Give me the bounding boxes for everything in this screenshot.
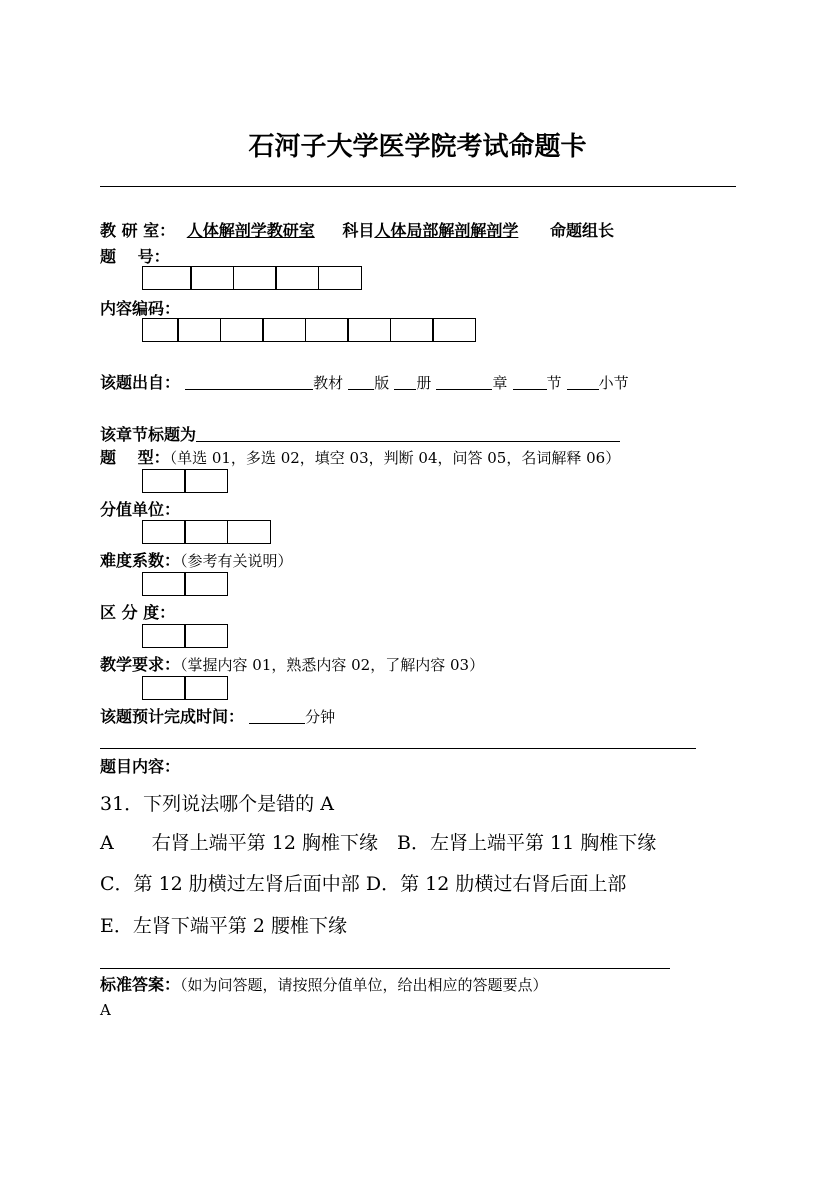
title-divider	[100, 186, 736, 187]
discrimination-label: 区 分 度：	[100, 603, 176, 622]
difficulty-label: 难度系数：	[100, 551, 181, 570]
content-code-label: 内容编码：	[100, 299, 181, 318]
option-line-cd: C．第 12 肋横过左肾后面中部 D．第 12 肋横过右肾后面上部	[100, 873, 627, 895]
chapter-title-blank[interactable]	[196, 425, 620, 442]
requirement-row	[100, 652, 484, 675]
edition-blank[interactable]	[348, 373, 374, 390]
content-code-boxes[interactable]	[143, 318, 476, 342]
chapter-blank[interactable]	[436, 373, 492, 390]
source-blank[interactable]	[185, 373, 313, 390]
question-no-label: 题 号：	[100, 247, 170, 266]
difficulty-row	[100, 548, 293, 571]
time-blank[interactable]	[249, 707, 305, 724]
score-unit-label: 分值单位：	[100, 500, 181, 519]
option-line-e: E．左肾下端平第 2 腰椎下缘	[100, 915, 348, 937]
source-label: 该题出自：	[100, 373, 181, 392]
chapter-title-label: 该章节标题为	[100, 425, 197, 444]
department-label: 教 研 室：	[100, 221, 176, 240]
time-label: 该题预计完成时间：	[100, 707, 245, 726]
subsection-blank[interactable]	[567, 373, 599, 390]
score-unit-boxes[interactable]	[143, 520, 271, 544]
chapter-title-row	[100, 422, 620, 445]
subject-label: 科目	[342, 221, 375, 240]
source-edition: 版	[374, 374, 390, 392]
option-line-ab: A 右肾上端平第 12 胸椎下缘 B．左肾上端平第 11 胸椎下缘	[100, 832, 657, 854]
requirement-label: 教学要求：	[100, 655, 181, 674]
difficulty-boxes[interactable]	[143, 572, 228, 596]
type-note: （单选 01，多选 02，填空 03，判断 04，问答 05，名词解释 06）	[169, 449, 621, 467]
leader-label: 命题组长	[549, 221, 614, 240]
discrimination-boxes[interactable]	[143, 624, 228, 648]
time-unit: 分钟	[305, 708, 336, 726]
difficulty-note: （参考有关说明）	[180, 552, 293, 570]
section-blank[interactable]	[513, 373, 547, 390]
content-label: 题目内容：	[100, 757, 181, 776]
source-subsection: 小节	[598, 374, 629, 392]
department-value: 人体解剖学教研室	[186, 221, 315, 240]
type-label: 题 型：	[100, 448, 170, 467]
question-stem: 31．下列说法哪个是错的 A	[100, 793, 334, 815]
subject-value: 人体局部解剖解剖学	[374, 221, 519, 240]
time-row	[100, 704, 335, 727]
source-volume: 册	[416, 374, 432, 392]
requirement-boxes[interactable]	[143, 676, 228, 700]
type-boxes[interactable]	[143, 469, 228, 493]
department-row	[100, 218, 614, 241]
source-book: 教材	[313, 374, 344, 392]
requirement-note: （掌握内容 01，熟悉内容 02，了解内容 03）	[180, 656, 485, 674]
page-title: 石河子大学医学院考试命题卡	[248, 132, 587, 162]
content-divider	[100, 748, 696, 749]
source-section: 节	[546, 374, 562, 392]
source-row	[100, 370, 629, 393]
type-row	[100, 445, 620, 468]
answer-divider	[100, 968, 670, 969]
answer-label: 标准答案：	[100, 975, 181, 994]
answer-row	[100, 972, 548, 995]
answer-value: A	[100, 1001, 111, 1019]
question-no-boxes[interactable]	[143, 266, 362, 290]
volume-blank[interactable]	[394, 373, 416, 390]
source-chapter: 章	[492, 374, 508, 392]
answer-note: （如为问答题，请按照分值单位，给出相应的答题要点）	[180, 976, 548, 994]
